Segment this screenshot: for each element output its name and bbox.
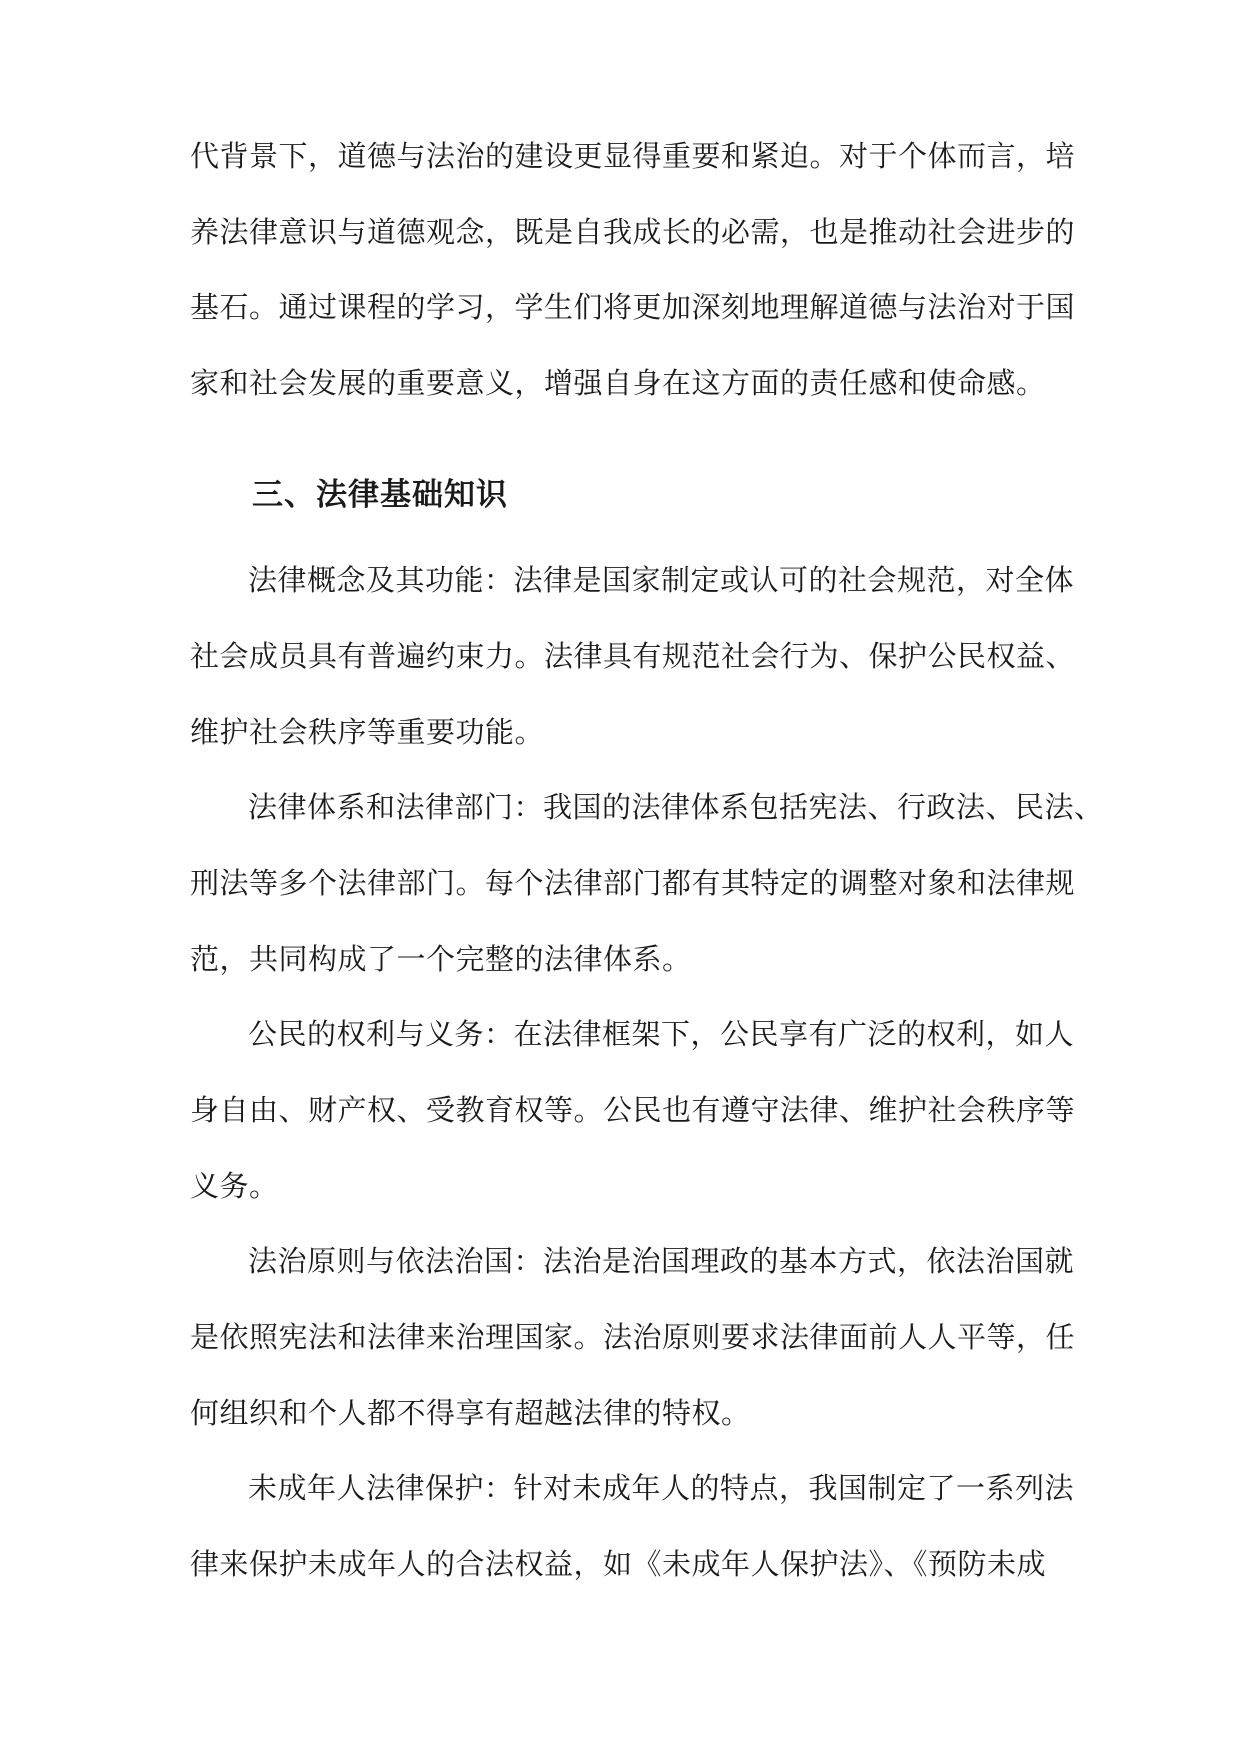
text-line: 法律体系和法律部门：我国的法律体系包括宪法、行政法、民法、 — [248, 790, 1104, 824]
text-line: 何组织和个人都不得享有超越法律的特权。 — [190, 1396, 751, 1430]
text-line: 代背景下，道德与法治的建设更显得重要和紧迫。对于个体而言，培 — [190, 139, 1076, 173]
text-line: 身自由、财产权、受教育权等。公民也有遵守法律、维护社会秩序等 — [190, 1093, 1076, 1127]
text-line: 范，共同构成了一个完整的法律体系。 — [190, 942, 692, 976]
text-line: 公民的权利与义务：在法律框架下，公民享有广泛的权利，如人 — [248, 1017, 1075, 1051]
text-line: 未成年人法律保护：针对未成年人的特点，我国制定了一系列法 — [248, 1471, 1075, 1505]
text-line: 维护社会秩序等重要功能。 — [190, 715, 545, 749]
text-line: 养法律意识与道德观念，既是自我成长的必需，也是推动社会进步的 — [190, 215, 1076, 249]
text-line: 法律概念及其功能：法律是国家制定或认可的社会规范，对全体 — [248, 563, 1075, 597]
text-line: 刑法等多个法律部门。每个法律部门都有其特定的调整对象和法律规 — [190, 866, 1076, 900]
text-line: 是依照宪法和法律来治理国家。法治原则要求法律面前人人平等，任 — [190, 1320, 1076, 1354]
text-line: 家和社会发展的重要意义，增强自身在这方面的责任感和使命感。 — [190, 366, 1046, 400]
text-line: 义务。 — [190, 1169, 279, 1203]
text-line: 社会成员具有普遍约束力。法律具有规范社会行为、保护公民权益、 — [190, 639, 1076, 673]
text-line: 法治原则与依法治国：法治是治国理政的基本方式，依法治国就 — [248, 1244, 1075, 1278]
text-line: 基石。通过课程的学习，学生们将更加深刻地理解道德与法治对于国 — [190, 290, 1076, 324]
text-line: 律来保护未成年人的合法权益，如《未成年人保护法》、《预防未成 — [190, 1547, 1047, 1581]
section-heading: 三、法律基础知识 — [252, 477, 508, 513]
